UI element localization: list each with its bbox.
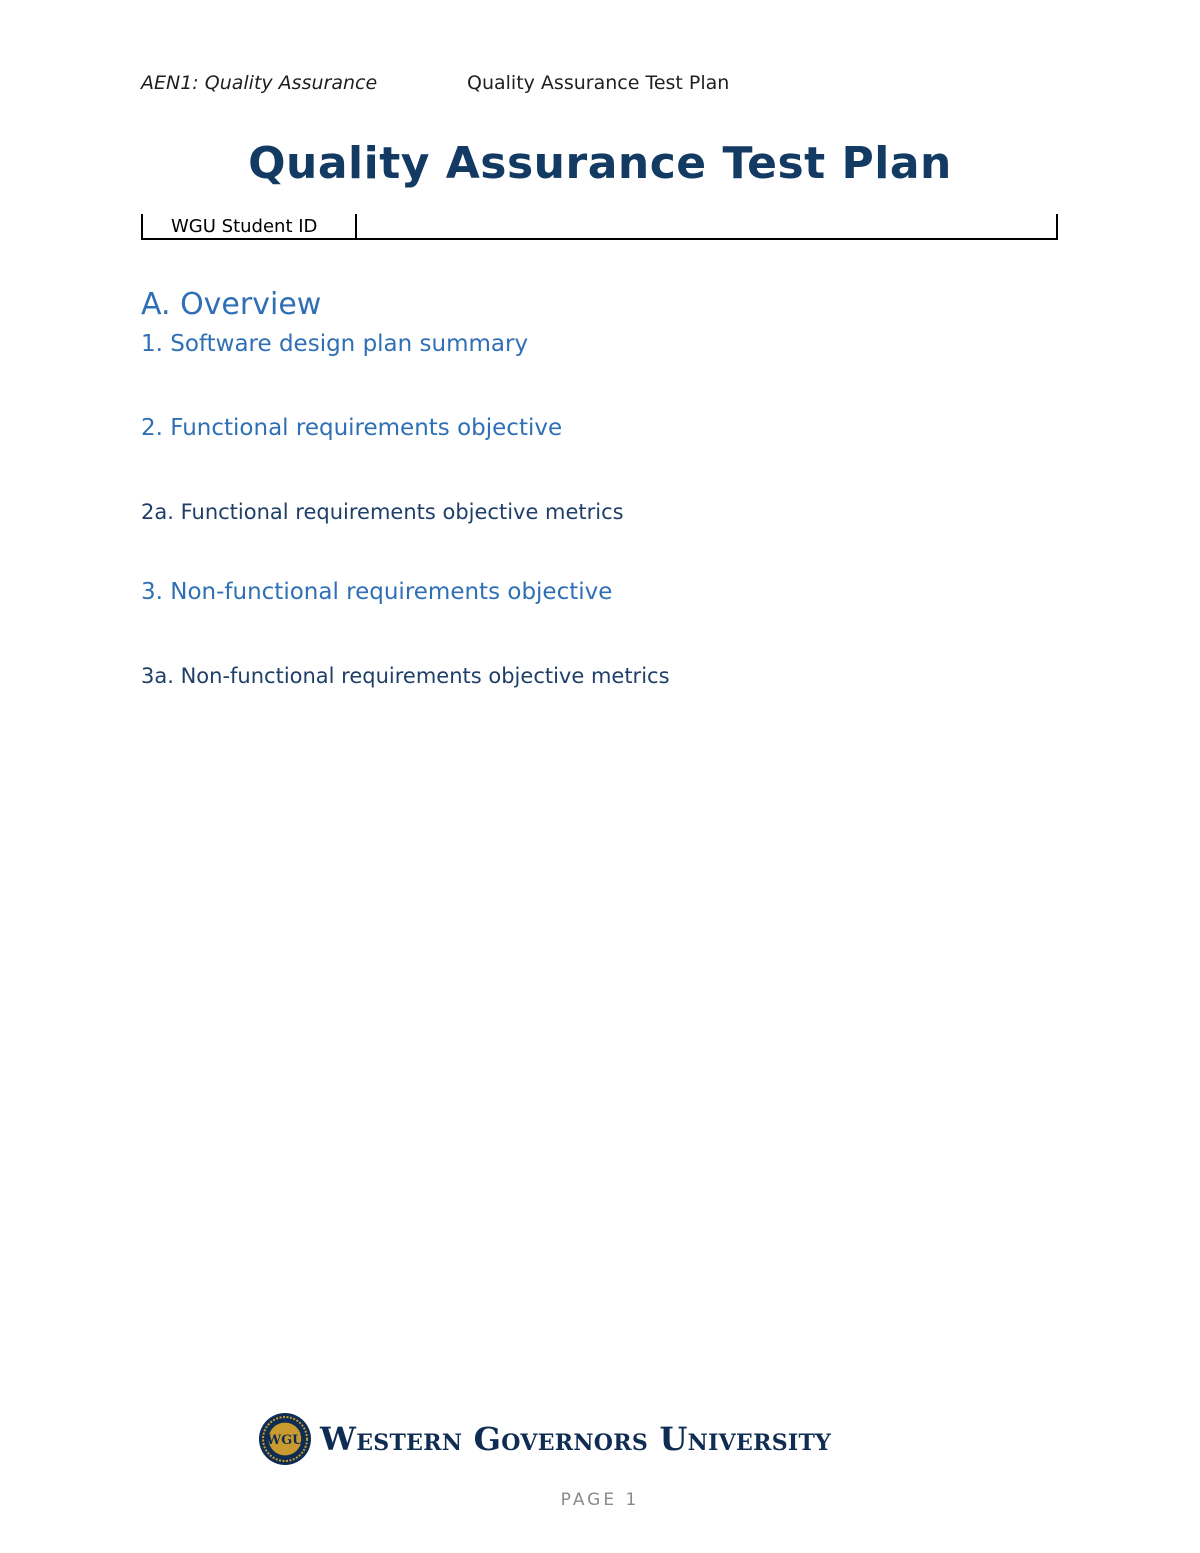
wgu-seal-icon [258, 1412, 312, 1466]
field-border-right [1056, 214, 1058, 240]
header-document-name: Quality Assurance Test Plan [467, 72, 730, 94]
heading-software-design-plan-summary: 1. Software design plan summary [141, 331, 529, 357]
heading-non-functional-requirements-metrics: 3a. Non-functional requirements objective metrics [141, 664, 670, 688]
field-underline [141, 238, 1058, 240]
wgu-wordmark: Western Governors University [320, 1420, 832, 1458]
document-title: Quality Assurance Test Plan [248, 138, 952, 189]
svg-text:WGU: WGU [266, 1433, 304, 1448]
field-divider [355, 214, 357, 240]
wgu-logo [258, 1412, 908, 1470]
heading-functional-requirements-metrics: 2a. Functional requirements objective metrics [141, 500, 624, 524]
header-course: AEN1: Quality Assurance [141, 72, 378, 94]
field-border-left [141, 214, 143, 240]
heading-non-functional-requirements-objective: 3. Non-functional requirements objective [141, 579, 613, 605]
student-id-field[interactable] [141, 214, 1058, 240]
heading-overview: A. Overview [141, 287, 322, 322]
student-id-label: WGU Student ID [171, 216, 318, 237]
heading-functional-requirements-objective: 2. Functional requirements objective [141, 415, 563, 441]
page-number: PAGE 1 [560, 1490, 640, 1510]
